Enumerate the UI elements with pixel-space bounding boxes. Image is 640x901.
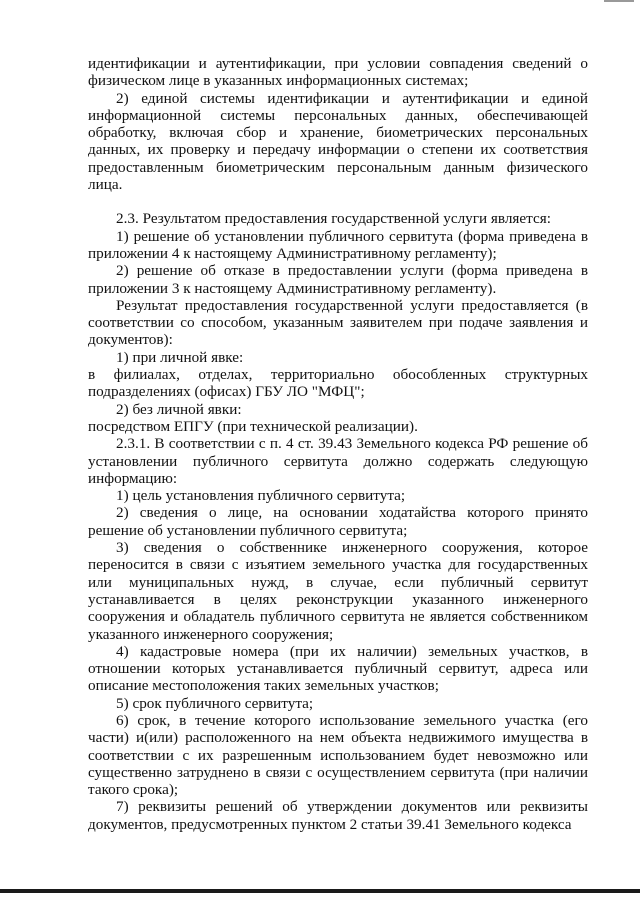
list-item: 4) кадастровые номера (при их наличии) земельных участков, в отношении которых устанавливается публичный сервитут, адреса или описание местоположения таких земельных участков; [88,642,588,695]
list-item: 7) реквизиты решений об утверждении документов или реквизиты документов, предусмотренных пунктом 2 статьи 39.41 Земельного кодекса [88,798,588,833]
list-item: 1) при личной явке: [116,348,244,366]
list-item: 1) цель установления публичного сервитута; [116,487,406,505]
list-item: 1) решение об установлении публичного сервитута (форма приведена в приложении 4 к настоящему Административному регламенту); [88,227,588,262]
list-item: 2) сведения о лице, на основании ходатайства которого принято решение об установлении публичного сервитута; [88,504,588,539]
list-item: 5) срок публичного сервитута; [116,694,314,712]
section-heading: 2.3. Результатом предоставления государственной услуги является: [116,210,551,228]
paragraph: 2) единой системы идентификации и аутентификации и единой информационной системы персональных данных, обеспечивающей обработку, включая сбор и хранение, биометрических персональных данных, их проверку и передачу информации о степени их соответствия предоставленным биометрическим персональным данным физического лица. [88,89,588,194]
document-body [88,55,588,833]
paragraph: Результат предоставления государственной услуги предоставляется (в соответствии со способом, указанным заявителем при подаче заявления и документов): [88,296,588,349]
paragraph: 2.3.1. В соответствии с п. 4 ст. 39.43 Земельного кодекса РФ решение об установлении публичного сервитута должно содержать следующую информацию: [88,435,588,487]
paragraph: посредством ЕПГУ (при технической реализации). [88,417,418,435]
list-item: 2) без личной явки: [116,400,242,418]
list-item: 3) сведения о собственнике инженерного сооружения, которое переносится в связи с изъятием земельного участка для государственных или муниципальных нужд, в случае, если публичный сервитут устанавливается в целях реконструкции указанного инженерного сооружения и обладатель публичного сервитута не является собственником указанного инженерного сооружения; [88,539,588,643]
list-item: 6) срок, в течение которого использование земельного участка (его части) и(или) расположенного на нем объекта недвижимого имущества в соответствии с их разрешенным использованием будет невозможно или существенно затруднено в связи с осуществлением сервитута (при наличии такого срока); [88,711,588,799]
scan-corner-mark [604,0,634,2]
scan-bottom-edge [0,889,640,893]
list-item: 2) решение об отказе в предоставлении услуги (форма приведена в приложении 3 к настоящему Административному регламенту). [88,262,588,297]
paragraph: идентификации и аутентификации, при условии совпадения сведений о физическом лице в указанных информационных системах; [88,55,588,90]
paragraph: в филиалах, отделах, территориально обособленных структурных подразделениях (офисах) ГБУ ЛО "МФЦ"; [88,366,588,401]
